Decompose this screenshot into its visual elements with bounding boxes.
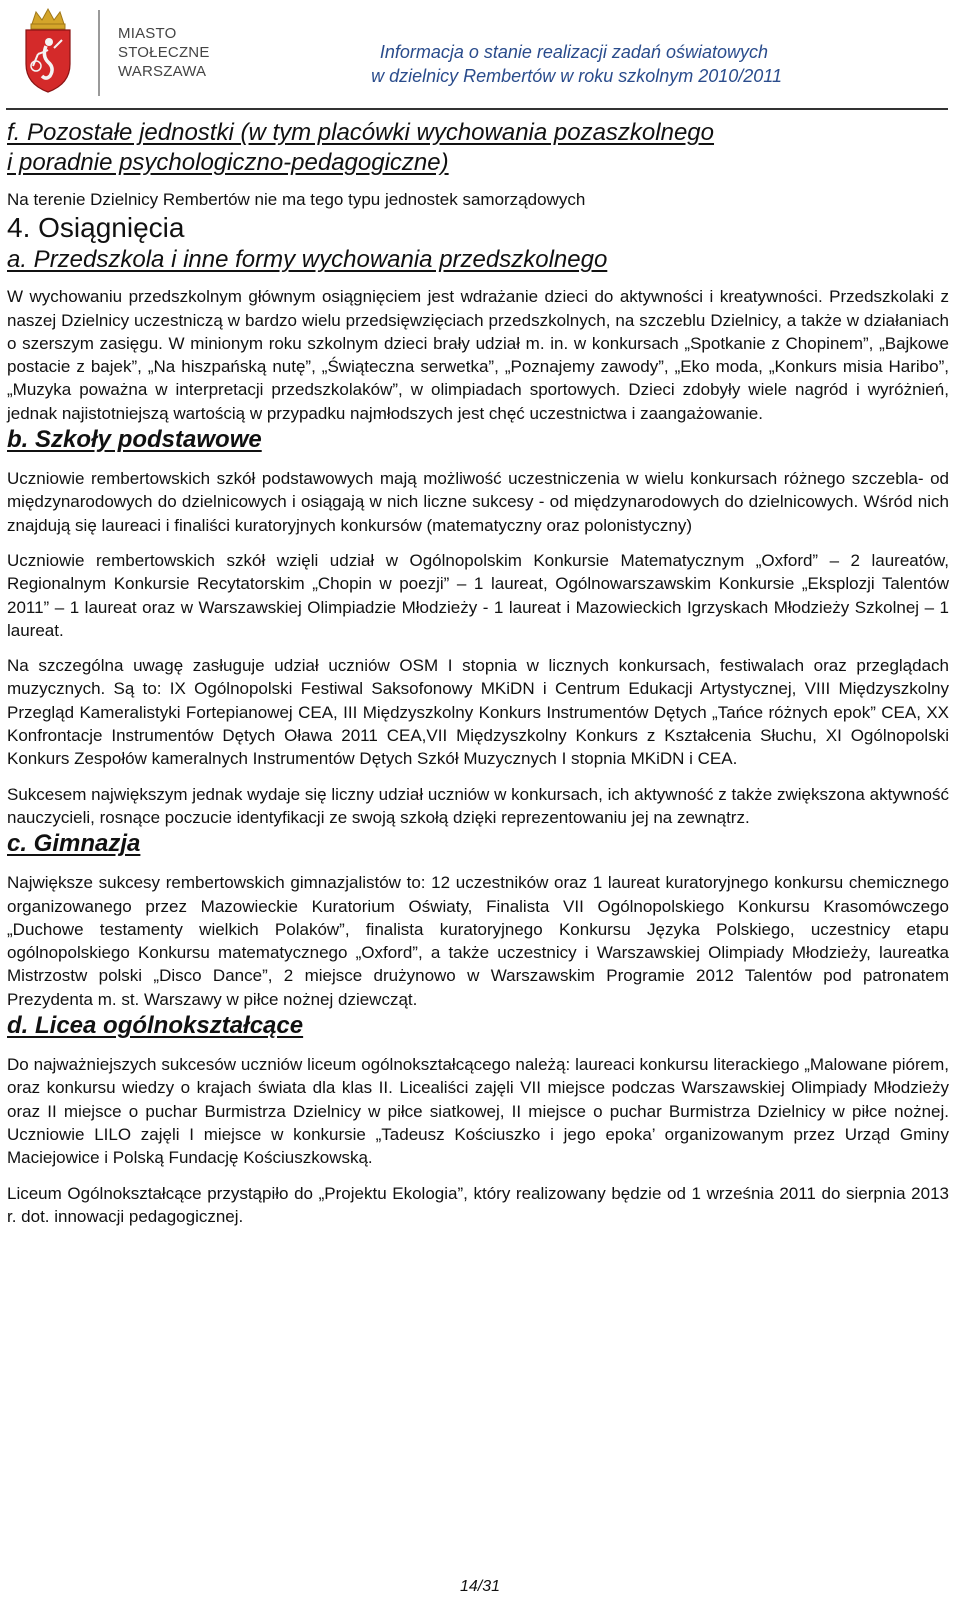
- section-b-paragraph: Uczniowie rembertowskich szkół wzięli udział w Ogólnopolskim Konkursie Matematycznym „Oxford” – 2 laureatów, Regionalnym Konkursie Recytatorskim „Chopin w poezji” – 1 laureat, Ogólnowarszawskim Konkursie „Eksplozji Talentów 2011” – 1 laureat oraz w Warszawskiej Olimpiadzie Młodzieży - 1 laureat i Mazowieckich Igrzyskach Młodzieży Szkolnej – 1 laureat.: [7, 550, 949, 640]
- page-header: [0, 0, 960, 110]
- section-c-title: c. Gimnazja: [7, 830, 141, 858]
- document-title-header: [371, 40, 782, 88]
- section-b-paragraph: Na szczególna uwagę zasługuje udział uczniów OSM I stopnia w licznych konkursach, festiwalach oraz przeglądach muzycznych. Są to: IX Ogólnopolski Festiwal Saksofonowy MKiDN i Centrum Edukacji Artystycznej, VIII Międzyszkolny Przegląd Kameralistyki Fortepianowej CEA, III Międzyszkolny Konkurs Instrumentów Dętych „Tańce różnych epok” CEA, XX Konfrontacje Instrumentów Dętych Oława 2011 CEA,VII Międzyszkolny Konkurs z Kształcenia Słuchu, XI Ogólnopolski Konkurs Zespołów kameralnych Instrumentów Dętych Szkół Muzycznych I stopnia MKiDN i CEA.: [7, 656, 949, 769]
- header-divider: [6, 108, 948, 110]
- header-info-line1: Informacja o stanie realizacji zadań oświatowych: [379, 42, 768, 62]
- section-d-paragraph: Liceum Ogólnokształcące przystąpiło do „Projektu Ekologia”, który realizowany będzie od 1 września 2011 do sierpnia 2013 r. dot. innowacji pedagogicznej.: [7, 1183, 949, 1226]
- warsaw-crest-logo: [22, 6, 74, 94]
- section-f-title-line2: i poradnie psychologiczno-pedagogiczne): [7, 149, 449, 176]
- city-name-logo-text: [118, 24, 210, 81]
- section-d-paragraph: Do najważniejszych sukcesów uczniów liceum ogólnokształcącego należą: laureaci konkursu literackiego „Malowane piórem, oraz konkursu wiedzy o krajach świata dla klas II. Licealiści zajęli VII miejsce podczas Warszawskiej Olimpiady Młodzieży oraz II miejsce o puchar Burmistrza Dzielnicy w piłce siatkowej, II miejsce o puchar Burmistrza Dzielnicy w piłce nożnej. Uczniowie LILO zajęli I miejsce w konkursie „Tadeusz Kościuszko i jego epoka’ organizowanym przez Urząd Gminy Maciejowice i Polską Fundację Kościuszkowską.: [7, 1055, 949, 1168]
- section-c-text: Największe sukcesy rembertowskich gimnazjalistów to: 12 uczestników oraz 1 laureat kuratoryjnego konkursu chemicznego organizowanego przez Mazowieckie Kuratorium Oświaty, Finalista VII Ogólnopolskiego Konkursu Krasomówczego „Duchowe testamenty wielkich Polaków”, finalista kuratoryjnego Konkursu Języka Polskiego, uczestnicy etapu ogólnopolskiego Konkursu matematycznego „Oxford”, a także uczestnicy i Warszawskiej Olimpiady Młodzieży, laureatka Mistrzostw polski „Disco Dance”, 2 miejsce drużynowo w Warszawskim Programie 2012 Talentów pod patronatem Prezydenta m. st. Warszawy w piłce nożnej dziewcząt.: [7, 873, 949, 1009]
- header-info-line2: w dzielnicy Rembertów w roku szkolnym 2010/2011: [371, 66, 782, 86]
- logo-text-line: WARSZAWA: [118, 63, 207, 80]
- logo-text-line: MIASTO: [118, 25, 177, 42]
- page-number: 14/31: [459, 1578, 501, 1595]
- logo-divider: [98, 10, 100, 96]
- section-f-text: Na terenie Dzielnicy Rembertów nie ma tego typu jednostek samorządowych: [7, 190, 586, 209]
- section-b-paragraph: Sukcesem największym jednak wydaje się liczny udział uczniów w konkursach, ich aktywność z także zwiększona aktywność nauczycieli, rosnące poczucie identyfikacji ze swoją szkołą dzięki reprezentowaniu jej na zewnątrz.: [7, 784, 949, 827]
- page-content: [7, 118, 949, 1228]
- logo-text-line: STOŁECZNE: [118, 44, 210, 61]
- section-f-title-line1: f. Pozostałe jednostki (w tym placówki wychowania pozaszkolnego: [7, 119, 715, 146]
- section-4-title: 4. Osiągnięcia: [7, 212, 185, 244]
- section-a-title: a. Przedszkola i inne formy wychowania przedszkolnego: [7, 246, 608, 274]
- section-b-title: b. Szkoły podstawowe: [7, 426, 262, 454]
- section-a-text: W wychowaniu przedszkolnym głównym osiągnięciem jest wdrażanie dzieci do aktywności i kreatywności. Przedszkolaki z naszej Dzielnicy uczestniczą w bardzo wielu przedsięwzięciach przedszkolnych, na szczeblu Dzielnicy, a także w działaniach o szerszym zasięgu. W minionym roku szkolnym dzieci brały udział m. in. w konkursach „Spotkanie z Chopinem”, „Bajkowe postacie z bajek”, „Na hiszpańską nutę”, „Świąteczna serwetka”, „Poznajemy zawody”, „Eko moda, „Konkurs misia Haribo”, „Muzyka poważna w interpretacji przedszkolaków”, w olimpiadach sportowych. Dzieci zdobyły wiele nagród i wyróżnień, jednak najistotniejszą wartością w przypadku najmłodszych jest chęć uczestnictwa i zaangażowanie.: [7, 287, 949, 423]
- section-d-title: d. Licea ogólnokształcące: [7, 1012, 304, 1040]
- section-f-title: [7, 118, 949, 178]
- section-b-paragraph: Uczniowie rembertowskich szkół podstawowych mają możliwość uczestniczenia w wielu konkursach różnego szczebla- od międzynarodowych do dzielnicowych i osiągają w nich liczne sukcesy - od międzynarodowych do dzielnicowych. Wśród nich znajdują się laureaci i finaliści kuratoryjnych konkursów (matematyczny oraz polonistyczny): [7, 469, 949, 535]
